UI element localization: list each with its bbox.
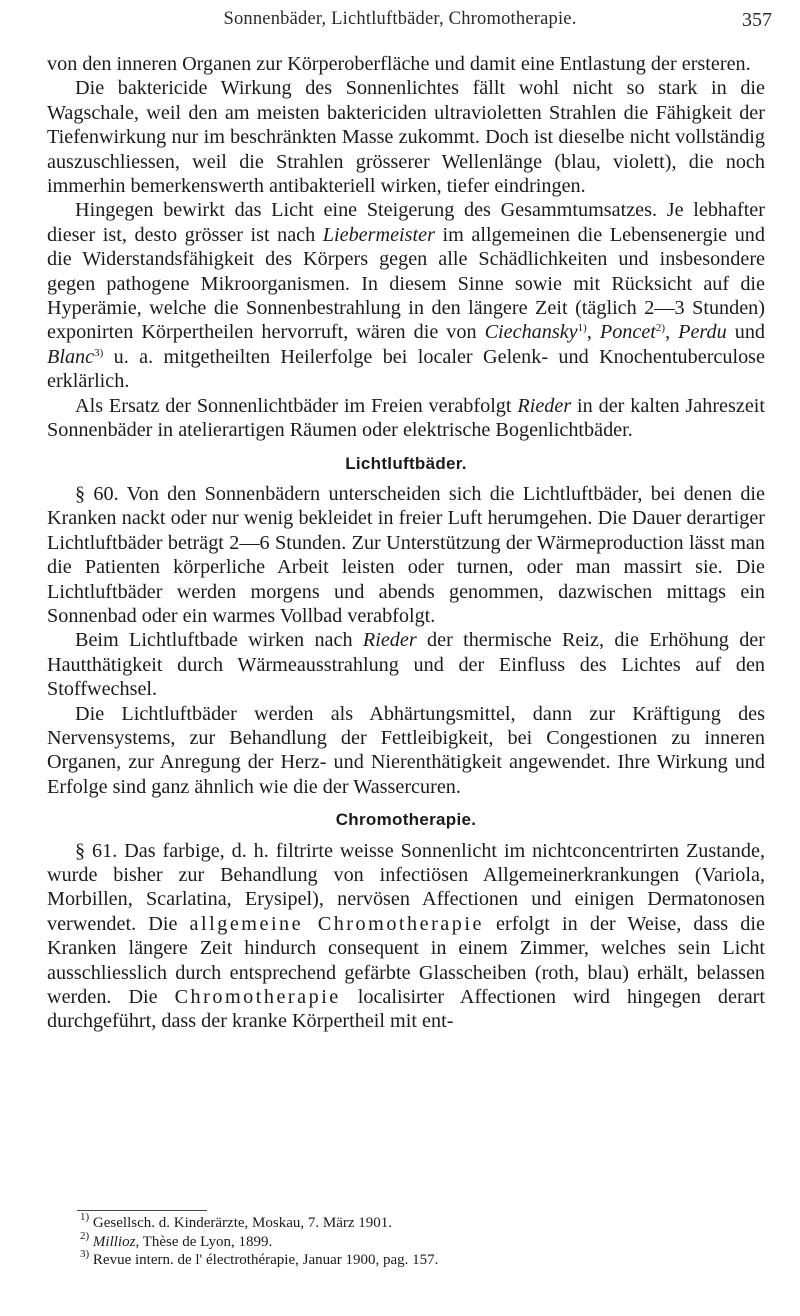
body-text: [47, 52, 765, 1034]
footnotes: [80, 1211, 760, 1270]
paragraph: von den inneren Organen zur Körperoberfläche und damit eine Entlastung der ersteren.: [47, 53, 751, 75]
text-run: Als Ersatz der Sonnenlichtbäder im Freien verabfolgt: [75, 394, 518, 417]
section-heading: Lichtluftbäder.: [345, 453, 467, 473]
footnote: [80, 1229, 760, 1252]
author-name: Rieder: [517, 394, 572, 417]
paragraph: Die Lichtluftbäder werden als Abhärtungsmittel, dann zur Kräftigung des Nervensystems, zur Behandlung der Fettleibigkeit, bei Congestionen zu inneren Organen, zur Anregung der Herz- und Nierenthätigkeit angewendet. Ihre Wirkung und Erfolge sind ganz ähnlich wie die der Wassercuren.: [47, 702, 765, 798]
footnote-author: Millioz: [92, 1233, 136, 1250]
text-run: u. a. mitgetheilten Heilerfolge bei localer Gelenk- und Knochentuberculose erklärlich.: [47, 345, 765, 393]
paragraph: § 60. Von den Sonnenbädern unterscheiden sich die Lichtluftbäder, bei denen die Kranken nackt oder nur wenig bekleidet in freier Luft herumgehen. Die Dauer derartiger Lichtluftbäder beträgt 2—6 Stunden. Zur Unterstützung der Wärmeproduction lässt man die Patienten körperliche Arbeit leisten oder turnen, oder man massirt sie. Die Lichtluftbäder werden morgens und abends genommen, dazwischen mittags ein Sonnenbad oder ein warmes Vollbad verabfolgt.: [47, 482, 765, 627]
emphasis-spaced: Chromotherapie: [174, 986, 341, 1009]
text-run: localisirter Affectionen wird hingegen derart durchgeführt, dass der kranke Körpertheil mit ent-: [47, 986, 765, 1033]
text-run: in der kalten Jahreszeit Sonnenbäder in atelierartigen Räumen oder elektrische Bogenlichtbäder.: [47, 394, 765, 442]
paragraph: Die baktericide Wirkung des Sonnenlichtes fällt wohl nicht so stark in die Wagschale, weil den am meisten baktericiden ultravioletten Strahlen die Fähigkeit der Tiefenwirkung nur im beschränkten Masse zukommt. Doch ist dieselbe nicht vollständig auszuschliessen, weil die Strahlen grösserer Wellenlänge (blau, violett), die noch immerhin bemerkenswerth antibakteriell wirken, tiefer eindringen.: [47, 77, 765, 198]
text-run: ,: [586, 321, 600, 344]
author-name: Poncet: [599, 321, 656, 344]
page-number: 357: [742, 9, 772, 31]
paragraph: [47, 198, 765, 393]
text-run: und: [726, 321, 766, 344]
running-title: Sonnenbäder, Lichtluftbäder, Chromotherapie.: [223, 9, 577, 29]
footnote-mark: 1): [80, 1211, 90, 1223]
footnote-ref[interactable]: 2): [655, 322, 666, 335]
text-run: erfolgt in der Weise, dass die Kranken längere Zeit hindurch consequent in einem Zimmer, welches sein Licht ausschliesslich durch entsprechend gefärbte Glasscheiben (roth, blau) erhält, belassen werden. Die: [47, 912, 765, 1009]
paragraph: [47, 628, 765, 701]
text-run: im allgemeinen die Lebensenergie und die Widerstandsfähigkeit des Körpers gegen alle Schädlichkeiten und insbesondere gegen pathogene Mikroorganismen. In diesem Sinne sowie mit Rücksicht auf die Hyperämie, welche die Sonnenbestrahlung in den längere Zeit (täglich 2—3 Stunden) exponirten Körpertheilen hervorruft, wären die von: [47, 223, 765, 344]
text-run: der thermische Reiz, die Erhöhung der Hautthätigkeit durch Wärmeausstrahlung und der Einfluss des Lichtes auf den Stoffwechsel.: [47, 629, 765, 701]
footnote-ref[interactable]: 1): [577, 322, 587, 335]
author-name: Rieder: [362, 629, 417, 652]
footnote-text: Gesellsch. d. Kinderärzte, Moskau, 7. März 1901.: [92, 1215, 393, 1231]
author-name: Liebermeister: [322, 223, 435, 246]
running-head: [0, 9, 800, 35]
author-name: Ciechansky: [484, 321, 578, 344]
text-run: ,: [665, 321, 679, 344]
footnote: [80, 1248, 760, 1270]
paragraph: [47, 839, 765, 1034]
text-run: Hingegen bewirkt das Licht eine Steigerung des Gesammtumsatzes. Je lebhafter dieser ist, desto grösser ist nach: [47, 199, 765, 246]
footnote-mark: 2): [80, 1229, 90, 1242]
emphasis-spaced: allgemeine Chromotherapie: [189, 912, 484, 935]
text-run: Beim Lichtluftbade wirken nach: [75, 629, 363, 652]
footnote-ref[interactable]: 3): [94, 346, 104, 359]
footnote-rule: [77, 1210, 207, 1211]
author-name: Perdu: [678, 321, 727, 344]
text-run: § 61. Das farbige, d. h. filtrirte weisse Sonnenlicht im nichtconcentrirten Zustande, wurde bisher zur Behandlung von infectiösen Allgemeinerkrankungen (Variola, Morbillen, Scarlatina, Erysipel), nervösen Affectionen und einigen Dermatonosen verwendet. Die: [47, 839, 765, 935]
author-name: Blanc: [47, 345, 95, 368]
footnote-text: , Thèse de Lyon, 1899.: [135, 1233, 273, 1250]
footnote-text: Revue intern. de l' électrothérapie, Januar 1900, pag. 157.: [92, 1252, 439, 1268]
footnote-mark: 3): [80, 1248, 90, 1260]
paragraph: [47, 394, 765, 443]
footnote: [80, 1211, 760, 1233]
section-heading: Chromotherapie.: [335, 810, 477, 830]
